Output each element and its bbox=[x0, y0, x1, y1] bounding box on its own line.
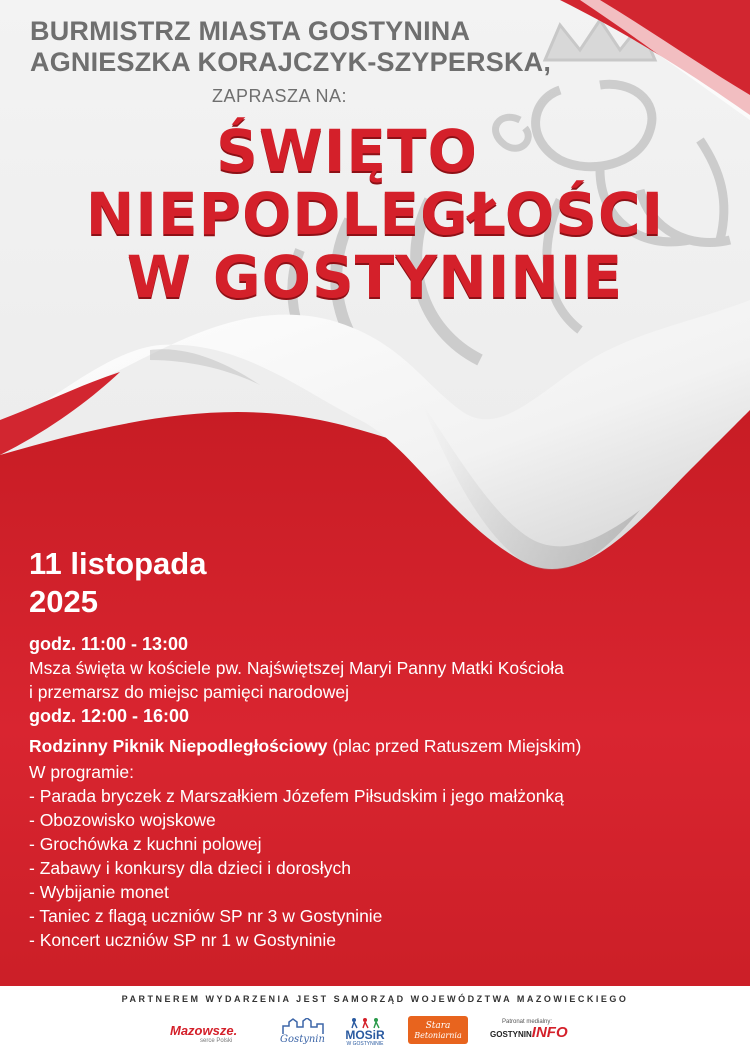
program-item: - Parada bryczek z Marszałkiem Józefem Piłsudskim i jego małżonką bbox=[29, 786, 564, 806]
gostynin-info-text bbox=[490, 1025, 568, 1043]
footer bbox=[0, 986, 750, 1060]
event-schedule bbox=[29, 632, 581, 952]
event-title-line-1: ŚWIĘTO bbox=[216, 117, 478, 185]
betoniarnia-logo-text-1: Stara bbox=[425, 1020, 451, 1031]
betoniarnia-logo-text-2: Betoniarnia bbox=[414, 1030, 462, 1040]
mosir-logo-sub: W GOSTYNINIE bbox=[346, 1041, 384, 1047]
mosir-logo-text: MOSiR bbox=[345, 1028, 385, 1042]
event-title bbox=[0, 117, 750, 311]
event-date-year: 2025 bbox=[29, 584, 98, 619]
program-item: - Obozowisko wojskowe bbox=[29, 810, 216, 830]
mosir-logo bbox=[340, 1012, 390, 1052]
schedule-desc-1-line-1: Msza święta w kościele pw. Najświętszej Maryi Panny Matki Kościoła bbox=[29, 658, 564, 678]
mazowsze-logo-sub: serce Polski bbox=[200, 1038, 233, 1044]
event-date-day: 11 listopada bbox=[29, 546, 207, 581]
program-item: - Grochówka z kuchni polowej bbox=[29, 834, 262, 854]
schedule-desc-1-line-2: i przemarsz do miejsc pamięci narodowej bbox=[29, 682, 349, 702]
picnic-name: Rodzinny Piknik Niepodległościowy bbox=[29, 736, 328, 756]
mazowsze-logo-text: Mazowsze. bbox=[170, 1023, 238, 1038]
gostynin-skyline-icon bbox=[281, 1018, 325, 1034]
program-item: - Taniec z flagą uczniów SP nr 3 w Gostyninie bbox=[29, 906, 383, 926]
gostynin-logo-text: Gostynin bbox=[280, 1033, 325, 1045]
organizer-title: BURMISTRZ MIASTA GOSTYNINA bbox=[30, 16, 471, 46]
stara-betoniarnia-logo bbox=[408, 1016, 468, 1044]
organizer-name: AGNIESZKA KORAJCZYK-SZYPERSKA, bbox=[30, 47, 552, 77]
schedule-desc-2 bbox=[29, 734, 581, 758]
patronat-text: Patronat medialny: bbox=[502, 1019, 553, 1025]
program-item: - Zabawy i konkursy dla dzieci i dorosłych bbox=[29, 858, 351, 878]
program-list bbox=[29, 784, 581, 952]
schedule-time-1: godz. 11:00 - 13:00 bbox=[29, 634, 189, 654]
mazowsze-logo bbox=[170, 1019, 242, 1049]
gostynin-info-part-2: INFO bbox=[531, 1024, 568, 1041]
invite-text: ZAPRASZA NA: bbox=[212, 86, 348, 106]
schedule-time-2: godz. 12:00 - 16:00 bbox=[29, 706, 190, 726]
event-title-line-3: W GOSTYNINIE bbox=[126, 243, 624, 311]
gostynin-logo bbox=[275, 1014, 330, 1048]
event-title-line-2: NIEPODLEGŁOŚCI bbox=[85, 180, 665, 248]
program-item: - Koncert uczniów SP nr 1 w Gostyninie bbox=[29, 930, 337, 950]
gostynin-info-part-1: GOSTYNIN bbox=[490, 1030, 532, 1039]
event-date bbox=[29, 545, 206, 621]
program-heading: W programie: bbox=[29, 762, 135, 782]
partner-text: PARTNEREM WYDARZENIA JEST SAMORZĄD WOJEWÓDZTWA MAZOWIECKIEGO bbox=[121, 994, 629, 1004]
organizer-header bbox=[30, 16, 551, 78]
picnic-location: (plac przed Ratuszem Miejskim) bbox=[327, 736, 582, 756]
program-item: - Wybijanie monet bbox=[29, 882, 169, 902]
gostynin-info-logo bbox=[490, 1014, 582, 1048]
